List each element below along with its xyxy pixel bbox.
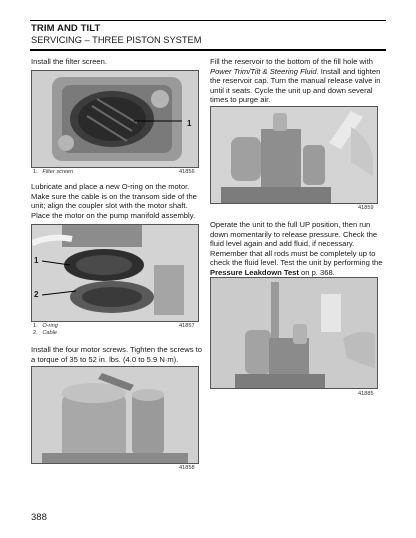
callout-cable: 2 xyxy=(34,290,39,299)
motor-screws-photo xyxy=(32,367,198,463)
step-install-filter: Install the filter screen. xyxy=(31,57,107,66)
step-fill-reservoir: Fill the reservoir to the bottom of the fill hole with Power Trim/Tilt & Steering Fluid. Install and tighten the reservoir cap. Turn the manual release valve in until it seats. Cycle the unit up and down several times to purge air. xyxy=(210,57,381,105)
fill-reservoir-photo xyxy=(211,107,377,203)
header-rule-top xyxy=(30,20,386,21)
callout-oring: 1 xyxy=(34,256,39,265)
section-title: TRIM AND TILT xyxy=(31,23,101,34)
step-operate-unit: Operate the unit to the full UP position, then run down momentarily to release pressure. Check the fluid level again and add fluid, if necessary. Remember that all rods must be completely up to check the fluid level. Test the unit by performing the Pressure Leakdown Test on p. 368. xyxy=(210,220,383,277)
page-number: 388 xyxy=(31,512,47,523)
fig2-caption-1: 1. O-ring xyxy=(33,323,58,329)
figure-filter-screen xyxy=(31,70,199,168)
fig2-caption-2: 2. Cable xyxy=(33,330,57,336)
fluid-product-name: Power Trim/Tilt & Steering Fluid xyxy=(210,66,317,76)
step-lubricate-oring: Lubricate and place a new O-ring on the motor. Make sure the cable is on the transom side of the unit; align the coupler slot with the motor shaft. Place the motor on the pump manifold assembly. xyxy=(31,182,197,220)
motor-oring-photo xyxy=(32,225,198,321)
figure-number: 41859 xyxy=(358,205,374,211)
test-unit-photo xyxy=(211,278,377,388)
callout-1: 1 xyxy=(187,119,192,128)
figure-motor-screws xyxy=(31,366,199,464)
figure-number: 41858 xyxy=(179,465,195,471)
figure-test-unit xyxy=(210,277,378,389)
figure-number: 41856 xyxy=(179,169,195,175)
figure-motor-oring xyxy=(31,224,199,322)
figure-number: 41857 xyxy=(179,323,195,329)
header-rule-bottom xyxy=(30,49,386,51)
figure-fill-reservoir xyxy=(210,106,378,204)
section-subtitle: SERVICING – THREE PISTON SYSTEM xyxy=(31,35,202,45)
pressure-leakdown-test-ref: Pressure Leakdown Test xyxy=(210,267,299,277)
figure-number: 41885 xyxy=(358,391,374,397)
filter-screen-photo xyxy=(32,71,198,167)
fig1-caption: 1. Filter screen xyxy=(33,169,74,175)
step-install-screws: Install the four motor screws. Tighten the screws to a torque of 35 to 52 in. lbs. (4.0 to 5.9 N·m). xyxy=(31,345,202,364)
